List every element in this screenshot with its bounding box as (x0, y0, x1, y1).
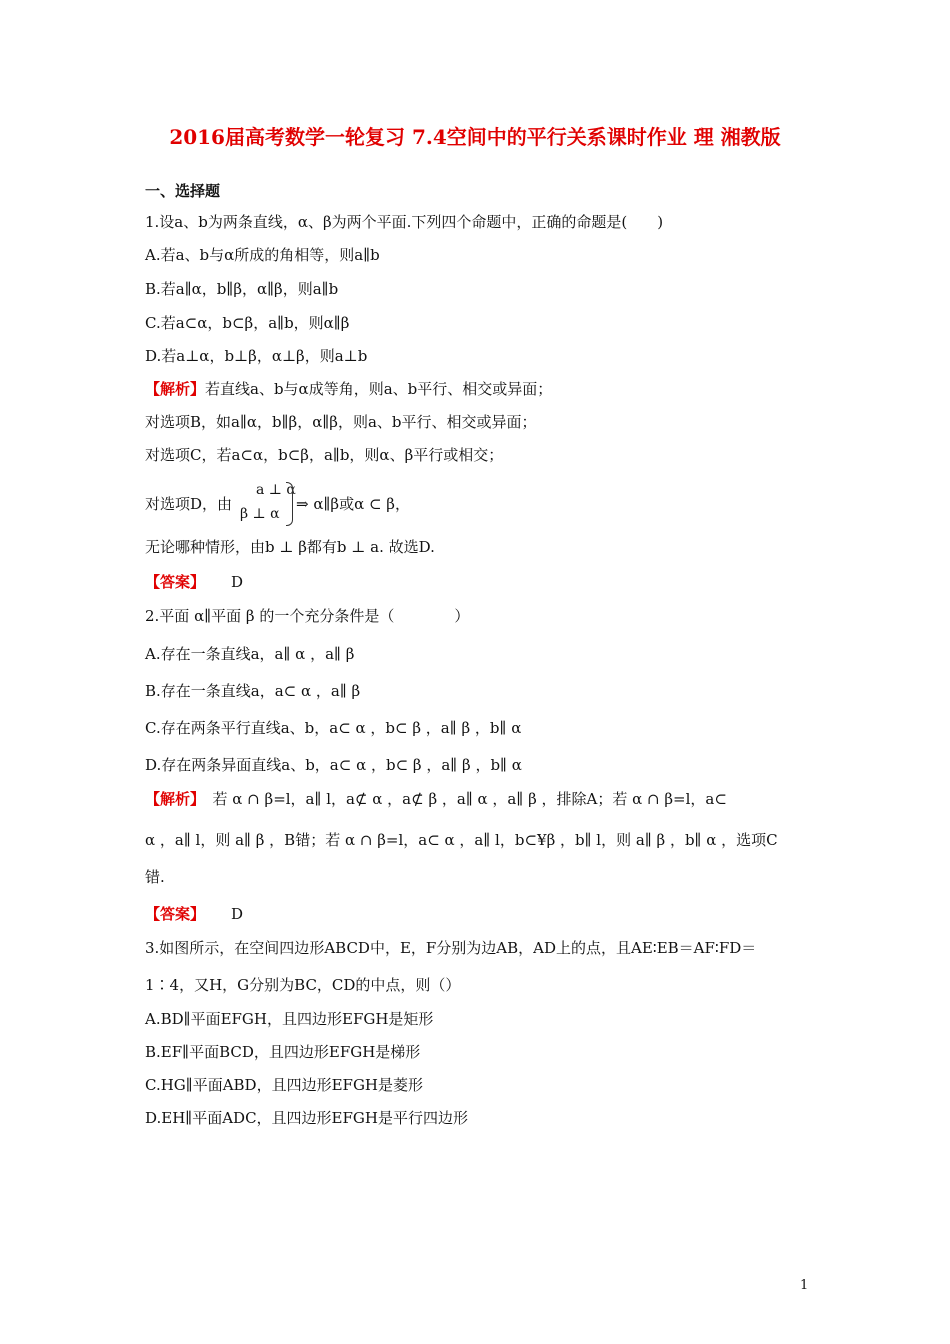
brace-row-2: β ⊥ α (240, 506, 280, 522)
q2-analysis-text-1: 若 α ∩ β=l，a∥ l，a⊄ α ，a⊄ β ，a∥ α ，a∥ β ，排除A；若 α ∩ β=l，a⊂ (197, 790, 727, 808)
q1-analysis-line-3: 对选项C，若a⊂α，b⊂β，a∥b，则α、β平行或相交； (145, 446, 504, 464)
section-heading: 一、选择题 (145, 182, 221, 200)
q3-stem-line-2: 1∶4，又H，G分别为BC，CD的中点，则（） (145, 976, 461, 994)
q1-analysis-line-2: 对选项B，如a∥α，b∥β，α∥β，则a、b平行、相交或异面； (145, 413, 537, 431)
q3-option-a: A.BD∥平面EFGH，且四边形EFGH是矩形 (145, 1010, 434, 1028)
q1-answer-line (145, 572, 243, 592)
q1-option-b: B.若a∥α，b∥β，α∥β，则a∥b (145, 280, 339, 298)
analysis-tag: 【解析】 (145, 790, 198, 808)
document-title: 2016届高考数学一轮复习 7.4空间中的平行关系课时作业 理 湘教版 (169, 125, 781, 149)
q2-option-b: B.存在一条直线a，a⊂ α ，a∥ β (145, 682, 361, 700)
q1-option-a: A.若a、b与α所成的角相等，则a∥b (145, 246, 380, 264)
q2-stem: 2.平面 α∥平面 β 的一个充分条件是（ ） (145, 607, 470, 625)
answer-tag: 【答案】 (145, 573, 206, 591)
q2-option-a: A.存在一条直线a，a∥ α ，a∥ β (145, 645, 355, 663)
q2-analysis-line-3: 错. (145, 868, 165, 886)
q1-analysis-line-4-prefix: 对选项D，由 (145, 495, 233, 513)
right-brace (286, 482, 293, 526)
q2-option-c: C.存在两条平行直线a、b，a⊂ α ，b⊂ β ，a∥ β ，b∥ α (145, 719, 522, 737)
q2-option-d: D.存在两条异面直线a、b，a⊂ α ，b⊂ β ，a∥ β ，b∥ α (145, 756, 522, 774)
q2-analysis-line-2: α ，a∥ l，则 a∥ β ，B错；若 α ∩ β=l，a⊂ α ，a∥ l，b⊂¥β ，b∥ l，则 a∥ β ，b∥ α ，选项C (145, 831, 778, 849)
q1-brace-system (240, 480, 300, 528)
brace-row-1: a ⊥ α (256, 482, 296, 498)
q1-analysis-line-1 (145, 379, 552, 399)
q1-option-d: D.若a⊥α，b⊥β，α⊥β，则a⊥b (145, 347, 368, 365)
q3-option-d: D.EH∥平面ADC，且四边形EFGH是平行四边形 (145, 1109, 468, 1127)
q3-stem-line-1: 3.如图所示，在空间四边形ABCD中，E，F分别为边AB，AD上的点，且AE∶EB＝AF∶FD＝ (145, 939, 757, 957)
q1-analysis-line-4-suffix: ⇒ α∥β或α ⊂ β， (296, 495, 410, 513)
q1-analysis-line-5: 无论哪种情形，由b ⊥ β都有b ⊥ a. 故选D. (145, 538, 435, 556)
q1-answer: D (231, 573, 244, 591)
q3-option-c: C.HG∥平面ABD，且四边形EFGH是菱形 (145, 1076, 424, 1094)
q2-analysis-line-1 (145, 789, 727, 809)
q1-analysis-text-1: 若直线a、b与α成等角，则a、b平行、相交或异面； (205, 380, 553, 398)
q2-answer: D (231, 905, 244, 923)
page-number: 1 (800, 1278, 809, 1293)
q1-option-c: C.若a⊂α，b⊂β，a∥b，则α∥β (145, 314, 350, 332)
answer-tag: 【答案】 (145, 905, 206, 923)
q1-stem: 1.设a、b为两条直线，α、β为两个平面.下列四个命题中，正确的命题是( ) (145, 213, 664, 231)
analysis-tag: 【解析】 (145, 380, 206, 398)
q2-answer-line (145, 904, 243, 924)
q3-option-b: B.EF∥平面BCD，且四边形EFGH是梯形 (145, 1043, 421, 1061)
